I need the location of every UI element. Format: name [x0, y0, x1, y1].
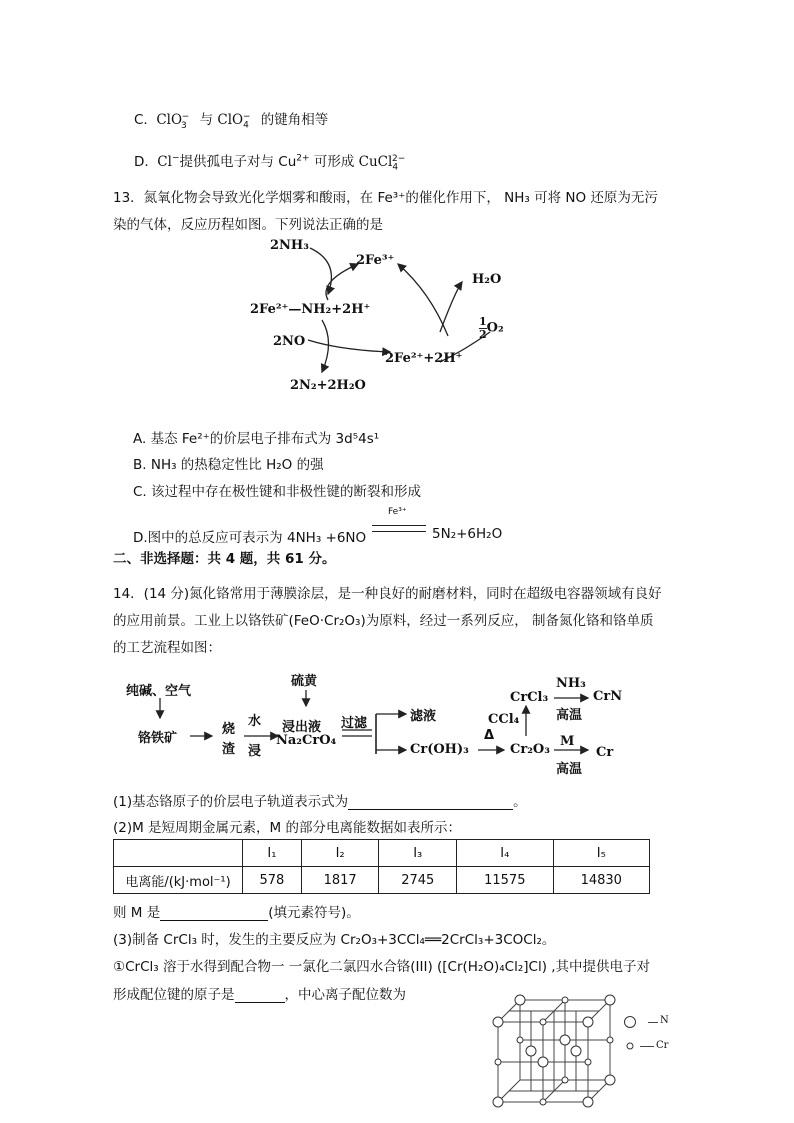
q12-option-c: C. ClO$_3$− 与 ClO$_4$− 的键角相等	[134, 111, 329, 131]
q13-option-d: D.图中的总反应可表示为 4NH₃ +6NO	[133, 530, 367, 546]
label-n2-h2o: 2N₂+2H₂O	[290, 378, 366, 393]
flow-croh3: Cr(OH)₃	[410, 742, 469, 757]
flow-filtrate: 滤液	[410, 709, 437, 724]
legend-markers	[622, 1015, 642, 1055]
label-fe-nh2: 2Fe²⁺—NH₂+2H⁺	[250, 302, 371, 317]
flow-leach: 浸出液	[282, 720, 322, 735]
legend-cr: Cr	[656, 1040, 669, 1051]
q13-option-c: C. 该过程中存在极性键和非极性键的断裂和形成	[133, 484, 422, 500]
legend-n: N	[660, 1015, 669, 1026]
flow-m: M	[560, 734, 575, 749]
flow-water-1: 水	[248, 714, 262, 729]
section-heading: 二、非选择题：共 4 题，共 61 分。	[113, 551, 336, 567]
flow-water-2: 浸	[248, 744, 262, 759]
flow-roast-1: 烧	[222, 722, 236, 737]
answer-blank-3[interactable]	[235, 988, 285, 1003]
flow-sulfur: 硫黄	[291, 674, 318, 689]
flow-nh3: NH₃	[556, 676, 586, 691]
equals-sign	[372, 525, 426, 532]
flow-ore: 铬铁矿	[138, 731, 178, 746]
flow-soda-air: 纯碱、空气	[126, 684, 192, 699]
flow-crcl3: CrCl₃	[510, 690, 549, 705]
legend-line-n	[648, 1022, 658, 1024]
q14-part3: (3)制备 CrCl₃ 时，发生的主要反应为 Cr₂O₃+3CCl₄══2CrCl₃+3COCl₂。	[113, 932, 556, 948]
label-half-o2: $\frac{1}{2}$ O₂	[479, 315, 504, 341]
q14-part1: (1)基态铬原子的价层电子轨道表示式为 。	[113, 794, 527, 810]
crystal-structure-figure	[492, 994, 622, 1112]
flow-crn: CrN	[593, 689, 623, 704]
label-2fe3: 2Fe³⁺	[356, 253, 395, 268]
table-row: 电离能/(kJ·mol⁻¹) 578 1817 2745 11575 14830	[114, 867, 650, 894]
arrow-nh3-in	[310, 248, 331, 294]
flow-roast-2: 渣	[222, 742, 236, 757]
flow-cr: Cr	[596, 745, 614, 760]
label-2nh3: 2NH₃	[270, 238, 309, 253]
flow-cr2o3: Cr₂O₃	[510, 742, 550, 757]
q13-option-b: B. NH₃ 的热稳定性比 H₂O 的强	[133, 457, 324, 473]
flow-ccl4: CCl₄	[488, 712, 520, 727]
arrow-no-in	[308, 340, 390, 352]
ionization-energy-table	[113, 839, 650, 894]
q13-stem-line1: 13．氮氧化物会导致光化学烟雾和酸雨，在 Fe³⁺的催化作用下， NH₃ 可将 NO 还原为无污	[113, 190, 658, 206]
legend-line-cr	[640, 1046, 654, 1048]
answer-blank-2[interactable]	[160, 906, 268, 921]
flow-filter: 过滤	[341, 716, 368, 731]
q14-stem-line2: 的应用前景。工业上以铬铁矿(FeO·Cr₂O₃)为原料，经过一系列反应， 制备氮化铬和铬单质	[113, 613, 654, 629]
q14-part3-1-line1: ①CrCl₃ 溶于水得到配合物一 一氯化二氯四水合铬(III) ([Cr(H₂O)₄Cl₂]Cl) ,其中提供电子对	[113, 959, 651, 975]
q13-option-d-products: 5N₂+6H₂O	[432, 526, 503, 542]
flow-high-temp-2: 高温	[556, 762, 583, 777]
q14-part2-answer: 则 M 是 (填元素符号)。	[113, 905, 360, 921]
arrow-to-n2	[322, 320, 329, 372]
catalyst-label: Fe³⁺	[388, 507, 407, 517]
q13-option-a: A. 基态 Fe²⁺的价层电子排布式为 3d⁵4s¹	[133, 431, 380, 447]
arrow-fe3-regen	[398, 264, 448, 336]
q13-stem-line2: 染的气体，反应历程如图。下列说法正确的是	[113, 217, 383, 233]
flow-high-temp-1: 高温	[556, 708, 583, 723]
table-header-row: I₁ I₂ I₃ I₄ I₅	[114, 840, 650, 867]
q12-option-d: D. Cl−提供孤电子对与 $Cu^{2+}$ 可形成 CuCl$_4^{2-}$	[134, 153, 406, 173]
label-2no: 2NO	[273, 334, 306, 349]
flow-delta: Δ	[484, 728, 495, 743]
label-h2o: H₂O	[472, 272, 502, 287]
answer-blank-1[interactable]	[348, 795, 513, 810]
q14-part2: (2)M 是短周期金属元素，M 的部分电离能数据如表所示：	[113, 820, 462, 836]
flow-na2cro4: Na₂CrO₄	[276, 733, 337, 748]
q14-stem-line3: 的工艺流程如图：	[113, 640, 221, 656]
label-fe2-h: 2Fe²⁺+2H⁺	[385, 351, 463, 366]
q14-stem-line1: 14．(14 分)氮化铬常用于薄膜涂层，是一种良好的耐磨材料，同时在超级电容器领域有良好	[113, 586, 662, 602]
q14-part3-1-line2: 形成配位键的原子是 ，中心离子配位数为	[113, 987, 406, 1003]
